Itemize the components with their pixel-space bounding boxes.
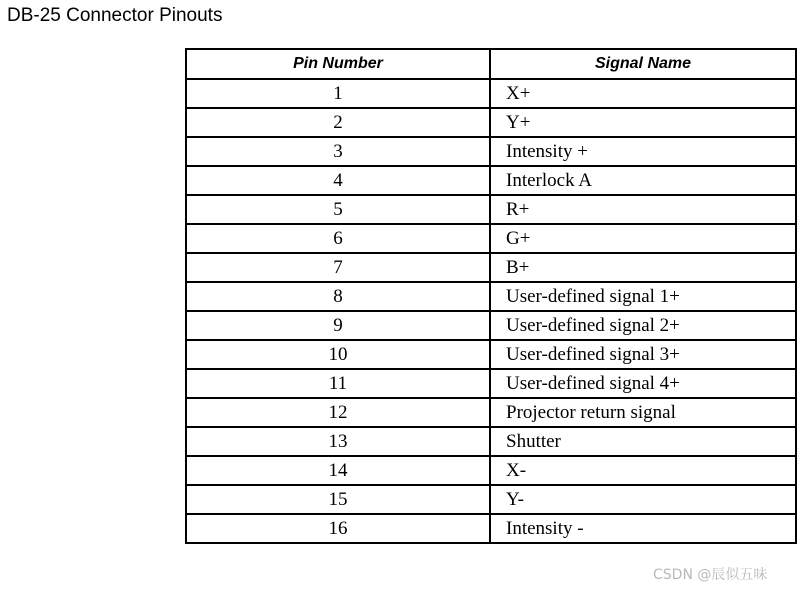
signal-name-cell: R+: [490, 195, 796, 224]
pin-number-cell: 16: [186, 514, 490, 543]
pin-number-cell: 7: [186, 253, 490, 282]
table-row: [186, 311, 796, 340]
signal-name-cell: Shutter: [490, 427, 796, 456]
signal-name-cell: User-defined signal 4+: [490, 369, 796, 398]
pin-number-cell: 1: [186, 79, 490, 108]
table-row: [186, 137, 796, 166]
table-row: [186, 166, 796, 195]
signal-name-cell: Intensity -: [490, 514, 796, 543]
table-row: [186, 282, 796, 311]
table-row: [186, 253, 796, 282]
signal-name-cell: G+: [490, 224, 796, 253]
pin-number-cell: 12: [186, 398, 490, 427]
table-row: [186, 79, 796, 108]
watermark: CSDN @辰似五味: [653, 567, 768, 583]
pin-number-cell: 3: [186, 137, 490, 166]
column-header-pin-number: Pin Number: [186, 49, 490, 79]
table-row: [186, 398, 796, 427]
pin-number-cell: 4: [186, 166, 490, 195]
pin-number-cell: 9: [186, 311, 490, 340]
pin-number-cell: 11: [186, 369, 490, 398]
signal-name-cell: X+: [490, 79, 796, 108]
table-header-row: [186, 49, 796, 79]
signal-name-cell: X-: [490, 456, 796, 485]
signal-name-cell: User-defined signal 2+: [490, 311, 796, 340]
pin-number-cell: 8: [186, 282, 490, 311]
signal-name-cell: Intensity +: [490, 137, 796, 166]
signal-name-cell: Projector return signal: [490, 398, 796, 427]
table-row: [186, 456, 796, 485]
table-row: [186, 340, 796, 369]
pin-number-cell: 14: [186, 456, 490, 485]
pin-number-cell: 13: [186, 427, 490, 456]
pin-number-cell: 2: [186, 108, 490, 137]
signal-name-cell: Y-: [490, 485, 796, 514]
table-row: [186, 485, 796, 514]
signal-name-cell: B+: [490, 253, 796, 282]
table-row: [186, 108, 796, 137]
table-row: [186, 195, 796, 224]
pinout-table: [185, 48, 797, 544]
signal-name-cell: Interlock A: [490, 166, 796, 195]
pin-number-cell: 15: [186, 485, 490, 514]
signal-name-cell: User-defined signal 1+: [490, 282, 796, 311]
pin-number-cell: 6: [186, 224, 490, 253]
signal-name-cell: User-defined signal 3+: [490, 340, 796, 369]
table-row: [186, 224, 796, 253]
signal-name-cell: Y+: [490, 108, 796, 137]
table-row: [186, 369, 796, 398]
page-title: DB-25 Connector Pinouts: [7, 5, 223, 26]
pin-number-cell: 5: [186, 195, 490, 224]
table-row: [186, 427, 796, 456]
column-header-signal-name: Signal Name: [490, 49, 796, 79]
table-row: [186, 514, 796, 543]
pin-number-cell: 10: [186, 340, 490, 369]
